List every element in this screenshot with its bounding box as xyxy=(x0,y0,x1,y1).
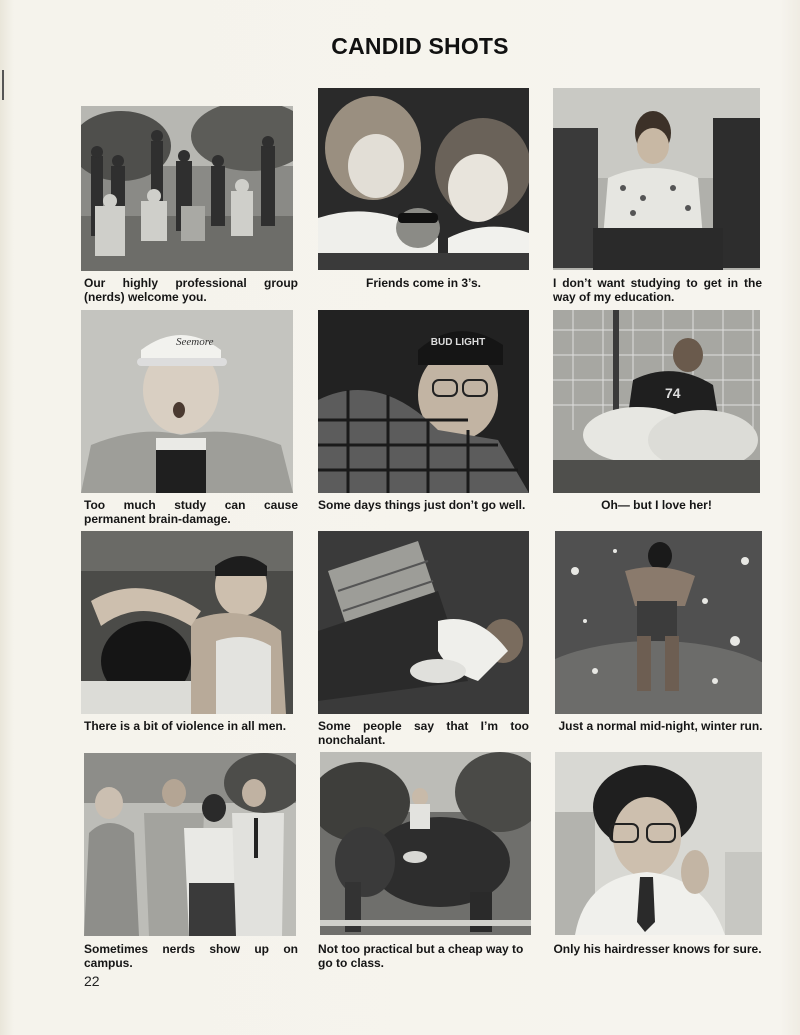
photo-caption: Just a normal mid-night, winter run. xyxy=(558,719,763,733)
page-title: CANDID SHOTS xyxy=(331,33,509,59)
photo-two-friends xyxy=(318,88,529,270)
photo-caption: Only his hairdresser knows for sure. xyxy=(553,942,762,956)
photo-caption: Sometimes nerds show up on campus. xyxy=(84,942,298,970)
photo-caption: Friends come in 3’s. xyxy=(366,276,481,290)
photo-man-studying xyxy=(553,88,760,270)
photo-caption: I don’t want studying to get in the way of my education. xyxy=(553,276,762,304)
photo-midnight-run xyxy=(555,531,762,714)
photo-lounging-man xyxy=(318,531,529,714)
photo-face-in-cap xyxy=(81,310,293,493)
photo-man-on-phone xyxy=(555,752,762,935)
cap-logo-text-2: BUD LIGHT xyxy=(430,337,486,348)
photo-caption: Some people say that I’m too nonchalant. xyxy=(318,719,529,747)
photo-man-with-sheep xyxy=(553,310,760,493)
page-number: 22 xyxy=(84,973,100,989)
photo-man-glasses-cap xyxy=(318,310,529,493)
photo-elephant-ride xyxy=(320,752,531,935)
photo-group-outdoors xyxy=(81,106,293,271)
photo-headlock xyxy=(81,531,293,714)
photo-nerds-on-campus xyxy=(84,753,296,936)
binding-mark xyxy=(2,70,4,100)
jersey-number: 74 xyxy=(665,385,681,401)
photo-caption: There is a bit of violence in all men. xyxy=(84,719,287,733)
photo-caption: Too much study can cause permanent brain-damage. xyxy=(84,498,298,526)
photo-caption: Some days things just don’t go well. xyxy=(318,498,526,512)
photo-caption: Not too practical but a cheap way to go to class. xyxy=(318,942,524,970)
cap-logo-text: Seemore xyxy=(176,336,214,348)
photo-caption: Oh— but I love her! xyxy=(601,498,712,512)
photo-caption: Our highly professional group (nerds) welcome you. xyxy=(84,276,298,304)
